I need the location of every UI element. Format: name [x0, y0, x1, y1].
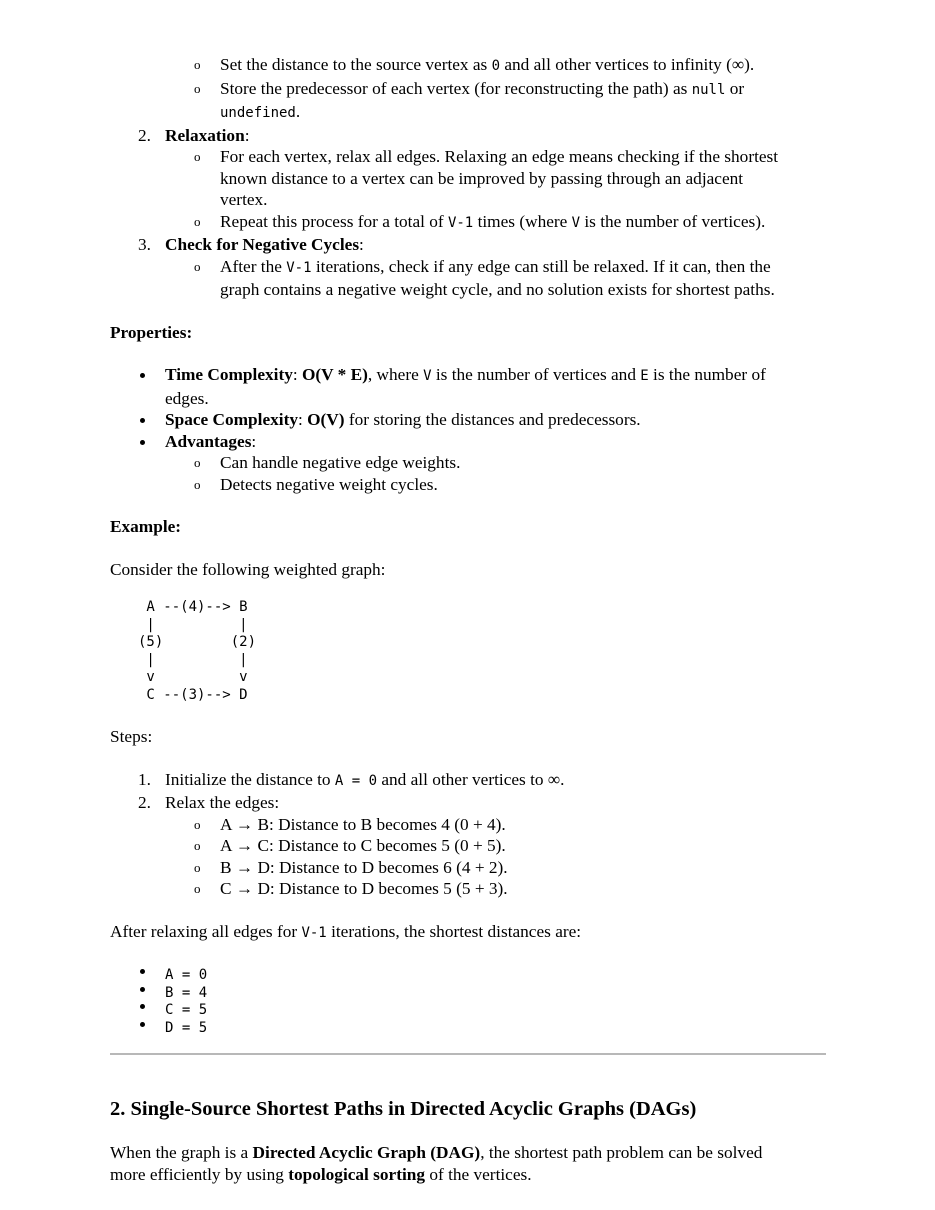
negative-cycles-step: [110, 234, 826, 256]
text: :: [244, 125, 250, 145]
text: C → D: Distance to D becomes 5 (5 + 3).: [220, 879, 508, 898]
text: for storing the distances and predecessors.: [344, 410, 641, 429]
text: is the number of vertices).: [580, 211, 766, 231]
value: O(V * E): [301, 365, 368, 384]
step-2: [110, 792, 826, 814]
text: and all other vertices to ∞.: [377, 769, 565, 789]
result-value: B = 4: [165, 984, 208, 1001]
advantages-item: [110, 431, 826, 453]
result-value: D = 5: [165, 1019, 208, 1036]
text: graph contains a negative weight cycle, and no solution exists for shortest paths.: [220, 280, 775, 299]
circle-bullet-icon: o: [194, 57, 201, 72]
label: Space Complexity: [165, 410, 298, 429]
circle-bullet-icon: o: [194, 838, 201, 853]
text: , where: [367, 365, 424, 384]
text: of the vertices.: [425, 1164, 532, 1184]
relax-edge-item: [110, 857, 826, 879]
text: Relax the edges:: [165, 793, 280, 812]
graph-line: v v: [138, 669, 248, 685]
bullet-icon: [140, 987, 145, 992]
text: :: [359, 235, 364, 254]
bullet-icon: [140, 373, 145, 378]
text: A → C: Distance to C becomes 5 (0 + 5).: [220, 836, 506, 855]
list-number: 2.: [138, 125, 151, 145]
list-number: 2.: [138, 793, 151, 812]
text: iterations, the shortest distances are:: [326, 921, 582, 941]
text: known distance to a vertex can be improved by passing through an adjacent: [220, 168, 744, 188]
list-number: 1.: [138, 769, 151, 789]
properties-heading: Properties:: [110, 322, 193, 342]
graph-line: C --(3)--> D: [138, 686, 248, 703]
step-title: Relaxation: [165, 125, 245, 145]
document-page: [110, 54, 826, 1185]
result-item: [110, 998, 826, 1016]
text: times (where: [473, 211, 572, 231]
text: After relaxing all edges for: [110, 921, 302, 941]
bullet-icon: [140, 969, 145, 974]
relaxation-step: [110, 125, 826, 147]
text: iterations, check if any edge can still be relaxed. If it can, then the: [311, 256, 771, 276]
init-predecessor-item: [110, 78, 826, 125]
result-item: [110, 963, 826, 981]
inline-code: null: [691, 81, 726, 98]
circle-bullet-icon: o: [194, 80, 201, 96]
graph-line: | |: [138, 616, 248, 633]
relaxation-item-1: [110, 146, 826, 211]
steps-label: Steps:: [110, 727, 153, 746]
circle-bullet-icon: o: [194, 476, 201, 492]
text: Detects negative weight cycles.: [220, 474, 438, 494]
text: more efficiently by using: [110, 1164, 289, 1184]
text: Repeat this process for a total of: [220, 211, 448, 231]
circle-bullet-icon: o: [194, 859, 201, 875]
bold-term: topological sorting: [288, 1164, 426, 1184]
text: Set the distance to the source vertex as: [220, 55, 492, 74]
value: O(V): [307, 410, 345, 429]
step-1: [110, 769, 826, 793]
relax-edge-item: [110, 814, 826, 836]
text: is the number of vertices and: [431, 365, 641, 384]
bullet-icon: [140, 1022, 145, 1027]
section-2-heading: 2. Single-Source Shortest Paths in Directed Acyclic Graphs (DAGs): [110, 1098, 697, 1120]
result-value: A = 0: [165, 967, 208, 983]
text: For each vertex, relax all edges. Relaxing an edge means checking if the shortest: [220, 147, 779, 166]
result-item: [110, 1016, 826, 1034]
graph-line: | |: [138, 651, 248, 668]
result-item: [110, 981, 826, 999]
text: :: [292, 365, 302, 384]
text: .: [295, 102, 301, 121]
text: :: [251, 431, 257, 451]
text: or: [725, 78, 745, 98]
advantage-item: [110, 452, 826, 474]
text: :: [297, 410, 308, 429]
example-heading: Example:: [110, 517, 182, 536]
bullet-icon: [140, 418, 145, 423]
text: Can handle negative edge weights.: [220, 453, 461, 472]
circle-bullet-icon: o: [194, 455, 201, 470]
init-distance-item: [110, 54, 826, 78]
inline-code: 0: [491, 58, 501, 74]
text: , the shortest path problem can be solved: [480, 1143, 763, 1162]
inline-code: undefined: [220, 105, 296, 121]
graph-line: (5) (2): [138, 634, 257, 650]
relaxation-item-2: [110, 211, 826, 235]
negative-cycles-item: [110, 256, 826, 301]
space-complexity-item: [110, 409, 826, 431]
relax-edge-item: [110, 835, 826, 857]
text: and all other vertices to infinity (∞).: [500, 55, 755, 74]
circle-bullet-icon: o: [194, 816, 201, 832]
list-number: 3.: [138, 235, 151, 254]
inline-code: V-1: [286, 259, 312, 276]
text: vertex.: [220, 190, 268, 209]
text: A → B: Distance to B becomes 4 (0 + 4).: [220, 814, 506, 834]
inline-code: V-1: [301, 924, 327, 941]
inline-code: A = 0: [334, 772, 378, 789]
circle-bullet-icon: o: [194, 258, 201, 274]
bold-term: Directed Acyclic Graph (DAG): [252, 1143, 481, 1162]
inline-code: V: [571, 214, 581, 231]
circle-bullet-icon: o: [194, 881, 201, 896]
label: Time Complexity: [165, 365, 293, 384]
text: Store the predecessor of each vertex (for reconstructing the path) as: [220, 78, 692, 98]
inline-code: V: [423, 368, 432, 384]
section-2-paragraph: [110, 1142, 826, 1185]
graph-diagram: [110, 599, 826, 704]
label: Advantages: [165, 431, 252, 451]
text: When the graph is a: [110, 1143, 253, 1162]
circle-bullet-icon: o: [194, 149, 201, 164]
after-relaxing-text: [110, 921, 826, 945]
text: Initialize the distance to: [165, 769, 335, 789]
text: edges.: [165, 388, 209, 408]
step-title: Check for Negative Cycles: [165, 235, 360, 254]
circle-bullet-icon: o: [194, 213, 201, 229]
relax-edge-item: [110, 878, 826, 900]
graph-line: A --(4)--> B: [138, 599, 248, 615]
text: After the: [220, 256, 287, 276]
text: is the number of: [648, 365, 766, 384]
inline-code: V-1: [447, 214, 474, 231]
bullet-icon: [140, 1004, 145, 1009]
bullet-icon: [140, 440, 145, 445]
result-value: C = 5: [165, 1002, 208, 1018]
inline-code: E: [640, 368, 649, 384]
time-complexity-item: [110, 364, 826, 409]
example-intro: Consider the following weighted graph:: [110, 559, 386, 579]
text: B → D: Distance to D becomes 6 (4 + 2).: [220, 857, 508, 877]
advantage-item: [110, 474, 826, 496]
